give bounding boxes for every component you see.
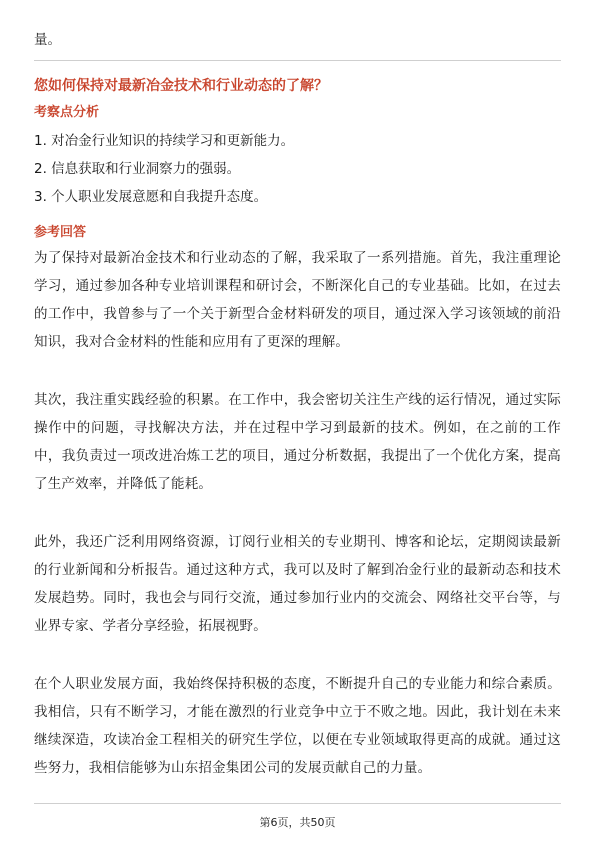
page-number: 第6页，共50页 (259, 816, 336, 829)
answer-paragraph-4: 在个人职业发展方面，我始终保持积极的态度，不断提升自己的专业能力和综合素质。我相信，只有不断学习，才能在激烈的行业竞争中立于不败之地。因此，我计划在未来继续深造，攻读冶金工程相关的研究生学位，以便在专业领域取得更高的成就。通过这些努力，我相信能够为山东招金集团公司的发展贡献自己的力量。 (34, 676, 561, 776)
answer-paragraph-3: 此外，我还广泛利用网络资源，订阅行业相关的专业期刊、博客和论坛，定期阅读最新的行业新闻和分析报告。通过这种方式，我可以及时了解到冶金行业的最新动态和技术发展趋势。同时，我也会与同行交流，通过参加行业内的交流会、网络社交平台等，与业界专家、学者分享经验，拓展视野。 (34, 534, 561, 634)
analysis-point-2: 2. 信息获取和行业洞察力的强弱。 (34, 161, 241, 177)
analysis-label: 考察点分析 (34, 105, 100, 120)
document-page (34, 0, 561, 842)
question-heading: 您如何保持对最新冶金技术和行业动态的了解？ (34, 78, 328, 94)
top-divider (34, 60, 561, 61)
analysis-point-3: 3. 个人职业发展意愿和自我提升态度。 (34, 189, 268, 205)
bottom-divider (34, 803, 561, 804)
carryover-text: 量。 (34, 32, 61, 48)
answer-label: 参考回答 (34, 225, 87, 240)
answer-paragraph-1: 为了保持对最新冶金技术和行业动态的了解，我采取了一系列措施。首先，我注重理论学习，通过参加各种专业培训课程和研讨会，不断深化自己的专业基础。比如，在过去的工作中，我曾参与了一个关于新型合金材料研发的项目，通过深入学习该领域的前沿知识，我对合金材料的性能和应用有了更深的理解。 (34, 250, 561, 350)
answer-body (34, 244, 561, 812)
analysis-point-1: 1. 对冶金行业知识的持续学习和更新能力。 (34, 133, 295, 149)
answer-paragraph-2: 其次，我注重实践经验的积累。在工作中，我会密切关注生产线的运行情况，通过实际操作中的问题，寻找解决方法，并在过程中学习到最新的技术。例如，在之前的工作中，我负责过一项改进冶炼工艺的项目，通过分析数据，我提出了一个优化方案，提高了生产效率，并降低了能耗。 (34, 392, 561, 492)
